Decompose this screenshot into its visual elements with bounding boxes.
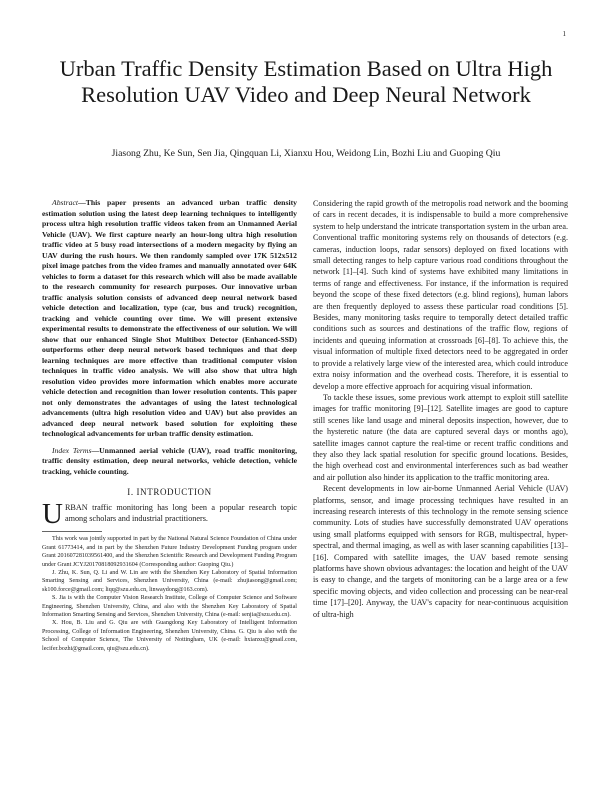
footnote-funding: This work was jointly supported in part by the National Natural Science Foundation of China under Grant 61773414, and in part by the Shenzhen Future Industry Development Funding program under Grant 201607281039561400, and the Shenzhen Scientific Research and Development Funding Program under Grant JCYJ20170818092931604 (Corresponding author: Guoping Qiu.): [42, 536, 297, 568]
right-column: [313, 198, 568, 620]
page-number: 1: [562, 30, 566, 38]
body-paragraph: To tackle these issues, some previous work attempt to exploit still satellite images for traffic monitoring [9]–[12]. Satellite images are good to capture still scenes like land usage and mineral deposits inspection, however, due to the hysteretic nature (the data are captured several days or months ago), satellite images cannot capture the real-time or recent traffic conditions and they also they lack spatial resolution for specific ground locations. Besides, the high overhead cost and environmental interferences such as bad weather and air pollution also hinder its application to the traffic monitoring area.: [313, 392, 568, 482]
section-heading-introduction: I. INTRODUCTION: [127, 487, 212, 497]
abstract-lead: Abstract: [52, 198, 79, 207]
footnote-affiliation: S. Jia is with the Computer Vision Research Institute, College of Computer Science and Software Engineering, Shenzhen University, China, and also with the Shenzhen Key Laboratory of Spatial Information Smarting Sensing and Services, Shenzhen University, China (e-mail: senjia@szu.edu.cn).: [42, 595, 297, 618]
abstract-text: —This paper presents an advanced urban traffic density estimation solution using the latest deep learning techniques to intelligently process ultra high resolution traffic videos taken from an Unmanned Aerial Vehicle (UAV). We first capture nearly an hour-long ultra high resolution traffic video at 5 busy road intersections of a modern megacity by flying an UAV during the rush hours. We then randomly sampled over 17K 512x512 pixel image patches from the video frames and manually annotated over 64K vehicles to form a dataset for this research which will also be made available to the research community for research purposes. Our innovative urban traffic analysis solution consists of advanced deep neural network based vehicle detection and localization, type (car, bus and truck) recognition, tracking and vehicle counting over time. We will present extensive experimental results to demonstrate the effectiveness of our solution. We will show that our enhanced Single Shot Multibox Detector (Enhanced-SSD) outperforms other deep neural network based techniques and that deep learning techniques are more effective than traditional computer vision techniques in traffic video analysis. We will also show that ultra high resolution video provides more information which enables more accurate vehicle detection and recognition than lower resolution contents. This paper not only demonstrates the advantages of using the latest technological advancements (ultra high resolution video and UAV) but also provides an advanced deep neural network based solution for exploiting these technological advancements for urban traffic density estimation.: [42, 198, 297, 438]
index-terms: [42, 446, 297, 478]
footnote-affiliation: J. Zhu, K. Sun, Q. Li and W. Lin are with the Shenzhen Key Laboratory of Spatial Information Smarting Sensing and Services, Shenzhen University, China (e-mail: zhujiasong@gmail.com; sk100.force@gmail.com; liqq@szu.edu.cn, linwaydong@163.com).: [42, 569, 297, 593]
intro-text: RBAN traffic monitoring has long been a popular research topic among scholars and industrial practitioners.: [64, 502, 297, 523]
body-paragraph: Recent developments in low air-borne Unmanned Aerial Vehicle (UAV) platforms, sensor, and image processing techniques have resulted in an increasing research interests of this technology in the remote sensing science community. Lots of studies have successfully demonstrated UAV operations using small platforms equipped with sensors for RGB, multispectral, hyper-spectral, and thermal imaging, as well as with laser scanning capabilities [13]–[16]. Compared with satellite images, the UAV based remote sensing platforms have shown obvious advantages: the location and height of the UAV is easy to change, and the targets of monitoring can be a large area or a few specific moving objects, and video collection and processing can be near-real time [17]–[20]. Anyway, the UAV's capacity for near-continuous acquisition of ultra-high: [313, 484, 568, 619]
left-column: [42, 198, 297, 653]
intro-paragraph: [42, 497, 297, 530]
footnote-affiliation: X. Hou, B. Liu and G. Qiu are with Guangdong Key Laboratory of Intelligent Information Processing, College of Information Engineering, Shenzhen University, China. G. Qiu is also with the School of Computer Science, The University of Nottingham, UK (e-mail: hxianxu@gmail.com, lecifer.bozhi@gmail.com, qiu@szu.edu.cn).: [42, 620, 297, 652]
paper-title: Urban Traffic Density Estimation Based on Ultra High Resolution UAV Video and Deep Neural Network: [59, 56, 553, 107]
footnote-divider: [42, 531, 102, 532]
author-list: Jiasong Zhu, Ke Sun, Sen Jia, Qingquan Li, Xianxu Hou, Weidong Lin, Bozhi Liu and Guoping Qiu: [111, 148, 501, 159]
abstract: [42, 198, 297, 440]
index-terms-lead: Index Terms: [52, 445, 92, 455]
index-terms-text: —Unmanned aerial vehicle (UAV), road traffic monitoring, traffic density estimation, deep neural networks, vehicle detection, vehicle tracking, vehicle counting.: [42, 445, 297, 476]
body-paragraph: Considering the rapid growth of the metropolis road network and the booming of cars in recent decades, it is indispensable to build a more comprehensive system to help understand the intricate transportation system in the urban area. Conventional traffic monitoring systems rely on thousands of detectors (e.g. cameras, induction loops, radar sensors) deployed on fixed locations with small detecting ranges to help capture various road conditions throughout the network [1]–[4]. Such kind of systems have exhibited many limitations in terms of range and effectiveness. For instance, if the information is required beyond the scope of these fixed detectors (e.g. blind regions), human labors are then frequently deployed to assess these particular road conditions [5]. Besides, many monitoring tasks require to temporally detect detailed traffic conditions such as sources and destinations of the traffic flow, regions of incidents and queuing information at crossroads [6]–[8]. To achieve this, the visual information of multiple fixed detectors need to be aggregated in order to provide a relatively large view of the interested area, which could introduce extra noisy information and the overhead costs. Therefore, it is essential to develop a more effective approach for acquiring visual information.: [313, 199, 568, 391]
intro-dropcap: U: [42, 497, 63, 530]
footnotes: [42, 535, 297, 653]
